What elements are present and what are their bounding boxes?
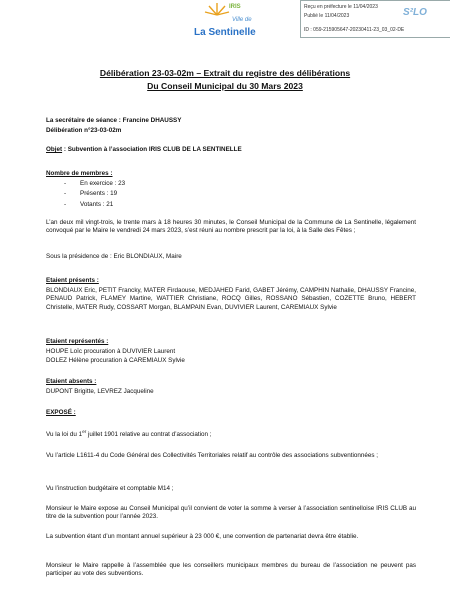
absent-names: DUPONT Brigitte, LEVREZ Jacqueline [46,388,154,395]
convention-paragraph: La subvention étant d’un montant annuel supérieur à 23 000 €, une convention de partenariat devra être établie. [46,533,359,540]
absent-heading: Etaient absents : [46,378,97,385]
stamp-id-line: ID : 059-215905647-20230411-23_03_02-DE [304,27,405,33]
deliberation-number: Délibération n°23-03-02m [46,127,122,134]
members-list-item: - En exercice : 23 [64,180,126,187]
represented-line: HOUPE Loïc procuration à DUVIVIER Laurent [46,348,176,355]
members-in-office: En exercice : 23 [80,180,126,187]
town-logo [182,2,277,44]
law-reference [46,428,416,439]
members-present: Présents : 19 [80,190,118,197]
law-text-start: Vu la loi du 1 [46,431,83,439]
objet-text: : Subvention à l’association IRIS CLUB DE LA SENTINELLE [62,146,242,153]
present-heading: Etaient présents : [46,277,99,284]
logo-ville-text: Ville de [232,17,252,23]
mayor-expose-paragraph: Monsieur le Maire expose au Conseil Municipal qu’il convient de voter la somme à verser à l’association sentinelloise IRIS CLUB au titre de la subvention pour l’année 2023. [46,505,416,521]
sun-rays-icon [204,2,230,16]
expose-heading: EXPOSÉ : [46,409,76,416]
members-list-item: - Votants : 21 [64,201,114,208]
reminder-paragraph: Monsieur le Maire rappelle à l’assemblée que les conseillers municipaux membres du bureau de l’association ne peuvent pas participer au vote des subventions. [46,562,416,578]
secretary-line: La secrétaire de séance : Francine DHAUSSY [46,117,182,124]
law-text-end: juillet 1901 relative au contrat d’association ; [86,431,212,439]
members-list-item: - Présents : 19 [64,190,118,197]
stamp-brand-logo: S²LO [403,7,427,18]
represented-heading: Etaient représentés : [46,338,109,345]
stamp-published-line: Publié le 11/04/2023 [304,13,350,19]
intro-paragraph: L’an deux mil vingt-trois, le trente mars à 18 heures 30 minutes, le Conseil Municipal de la Commune de La Sentinelle, légalement convoqué par le Maire le vendredi 24 mars 2023, s’est réuni au nombre prescrit par la loi, à la Salle des Fêtes ; [46,219,416,235]
present-names: BLONDIAUX Eric, PETIT Francky, MATER Firdaouse, MEDJAHED Farid, GABET Jérémy, CAMPHIN Nathalie, DHAUSSY Francine, PENAUD Patrick, FLAMEY Martine, WATTIER Christiane, ROCQ Gilles, ROSSANO Sébastien, COZETTE Bruno, HEBERT Christelle, MATER Rudy, COSSART Morgan, BLAMPAIN Evan, DUVIVIER Laurent, CAREMIAUX Sylvie [46,287,416,311]
objet-line [46,146,416,154]
law-superscript: er [82,429,87,434]
logo-brand-text: IRIS [229,4,241,10]
represented-line: DOLEZ Hélène procuration à CAREMIAUX Sylvie [46,357,185,364]
members-heading: Nombre de membres : [46,170,113,177]
document-subtitle: Du Conseil Municipal du 30 Mars 2023 [147,81,303,91]
objet-label: Objet [46,146,63,153]
logo-town-name: La Sentinelle [194,27,256,38]
article-reference: Vu l’article L1611-4 du Code Général des Collectivités Territoriales relatif au contrôle des associations subventionnées ; [46,452,379,459]
members-voting: Votants : 21 [80,201,114,208]
prefecture-stamp [300,0,450,38]
presidency-line: Sous la présidence de : Eric BLONDIAUX, Maire [46,253,182,260]
document-title: Délibération 23-03-02m – Extrait du registre des délibérations [99,68,351,78]
stamp-received-line: Reçu en préfecture le 11/04/2023 [304,4,378,10]
budget-reference: Vu l’instruction budgétaire et comptable M14 ; [46,485,174,492]
